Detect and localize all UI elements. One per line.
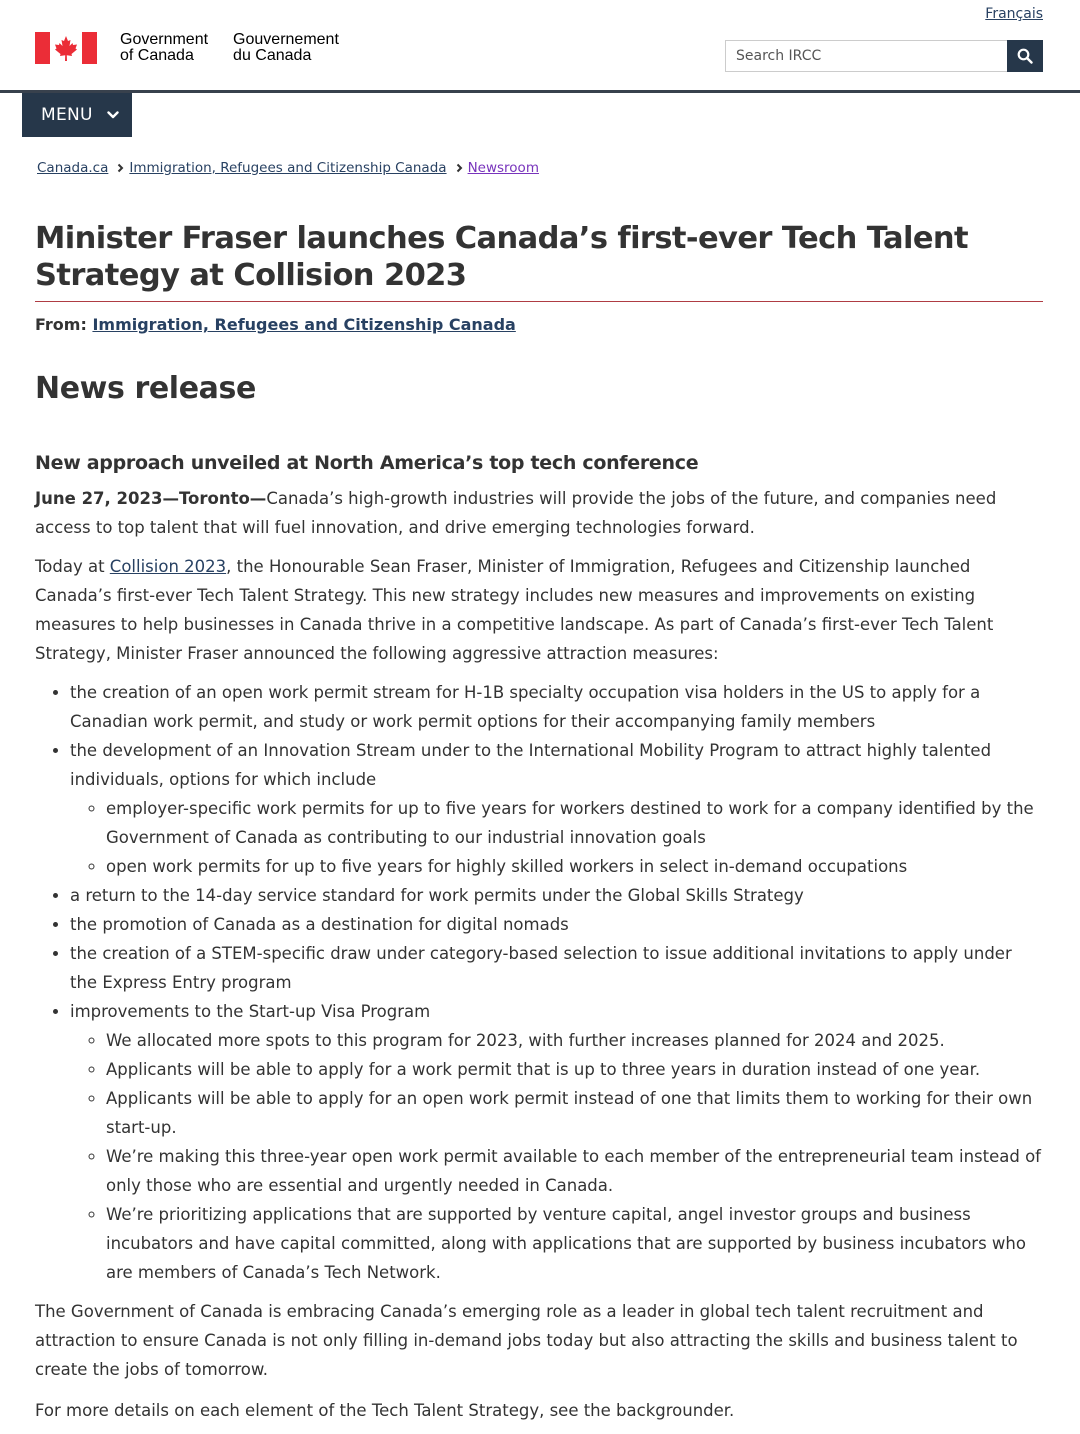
lead-paragraph — [35, 484, 1043, 542]
header-divider — [0, 90, 1080, 93]
page-title: Minister Fraser launches Canada’s first-ever Tech Talent Strategy at Collision 2023 — [35, 221, 969, 293]
from-department-link[interactable]: Immigration, Refugees and Citizenship Canada — [92, 315, 516, 334]
closing-paragraph: The Government of Canada is embracing Canada’s emerging role as a leader in global tech talent recruitment and attraction to ensure Canada is not only filling in-demand jobs today but also attracting the skills and business talent to create the jobs of tomorrow. — [35, 1302, 1018, 1379]
chevron-right-icon — [456, 163, 463, 173]
menu-button[interactable] — [22, 93, 132, 137]
government-of-canada-signature[interactable] — [35, 32, 339, 64]
list-item: ◦ employer-specific work permits for up to five years for workers destined to work for a company identified by the Government of Canada as contributing to our industrial innovation goals — [106, 794, 1043, 852]
language-toggle-link[interactable]: Français — [985, 6, 1043, 22]
list-item: • the creation of a STEM-specific draw under category-based selection to issue additional invitations to apply under the Express Entry program — [70, 939, 1043, 997]
search-form — [725, 40, 1043, 72]
announcement-text-start: Today at — [35, 557, 110, 576]
measures-list — [35, 678, 1043, 1287]
list-item: ◦ open work permits for up to five years for highly skilled workers in select in-demand occupations — [106, 852, 1043, 881]
search-icon — [1017, 48, 1033, 64]
search-input[interactable] — [725, 40, 1007, 72]
backgrounder-paragraph: For more details on each element of the Tech Talent Strategy, see the backgrounder. — [35, 1401, 735, 1420]
list-item — [70, 997, 1043, 1287]
release-subheading: New approach unveiled at North America’s top tech conference — [35, 452, 699, 474]
list-item: • the creation of an open work permit stream for H-1B specialty occupation visa holders in the US to apply for a Canadian work permit, and study or work permit options for their accompanying family members — [70, 678, 1043, 736]
list-item: ◦ Applicants will be able to apply for an open work permit instead of one that limits them to working for their own start-up. — [106, 1084, 1043, 1142]
collision-2023-link[interactable]: Collision 2023 — [109, 557, 227, 576]
startup-visa-sublist — [70, 1026, 1043, 1287]
fip-english-text: Government of Canada — [120, 31, 209, 64]
main-content — [0, 220, 1080, 1425]
breadcrumb-canada-ca[interactable]: Canada.ca — [37, 160, 109, 176]
menu-label: MENU — [41, 105, 93, 125]
list-item: ◦ We allocated more spots to this program for 2023, with further increases planned for 2024 and 2025. — [106, 1026, 1043, 1055]
list-item: • a return to the 14-day service standard for work permits under the Global Skills Strategy — [70, 881, 1043, 910]
site-header — [0, 0, 1080, 90]
list-item: ◦ We’re prioritizing applications that are supported by venture capital, angel investor groups and business incubators and have capital committed, along with applications that are supported by business incubators who are members of Canada’s Tech Network. — [106, 1200, 1043, 1287]
title-divider — [35, 301, 1043, 302]
chevron-down-icon — [107, 111, 119, 119]
list-item: • the promotion of Canada as a destination for digital nomads — [70, 910, 1043, 939]
dateline: June 27, 2023—Toronto— — [35, 489, 267, 508]
list-item: ◦ Applicants will be able to apply for a work permit that is up to three years in duration instead of one year. — [106, 1055, 1043, 1084]
breadcrumb-ircc[interactable]: Immigration, Refugees and Citizenship Canada — [129, 160, 447, 176]
fip-french-text: Gouvernement du Canada — [233, 31, 339, 64]
innovation-stream-sublist — [70, 794, 1043, 881]
breadcrumb — [37, 160, 1080, 176]
list-item: ◦ We’re making this three-year open work permit available to each member of the entrepreneurial team instead of only those who are essential and urgently needed in Canada. — [106, 1142, 1043, 1200]
list-item-text: improvements to the Start-up Visa Program — [70, 1002, 431, 1021]
list-item-text: the development of an Innovation Stream under to the International Mobility Program to attract highly talented individuals, options for which include — [70, 741, 992, 789]
release-type-heading: News release — [35, 371, 256, 406]
breadcrumb-newsroom[interactable]: Newsroom — [467, 160, 539, 176]
chevron-right-icon — [117, 163, 124, 173]
from-line — [35, 315, 1043, 334]
announcement-paragraph — [35, 552, 1043, 668]
announcement-text-end: , the Honourable Sean Fraser, Minister of Immigration, Refugees and Citizenship launched Canada’s first-ever Tech Talent Strategy. This new strategy includes new measures and improvements on existing measures to help businesses in Canada thrive in a competitive landscape. As part of Canada’s first-ever Tech Talent Strategy, Minister Fraser announced the following aggressive attraction measures: — [35, 557, 994, 663]
list-item — [70, 736, 1043, 881]
from-label: From: — [35, 315, 87, 334]
canada-flag-icon — [35, 32, 97, 64]
lead-text: Canada’s high-growth industries will provide the jobs of the future, and companies need access to top talent that will fuel innovation, and drive emerging technologies forward. — [35, 489, 997, 537]
search-button[interactable] — [1007, 40, 1043, 72]
